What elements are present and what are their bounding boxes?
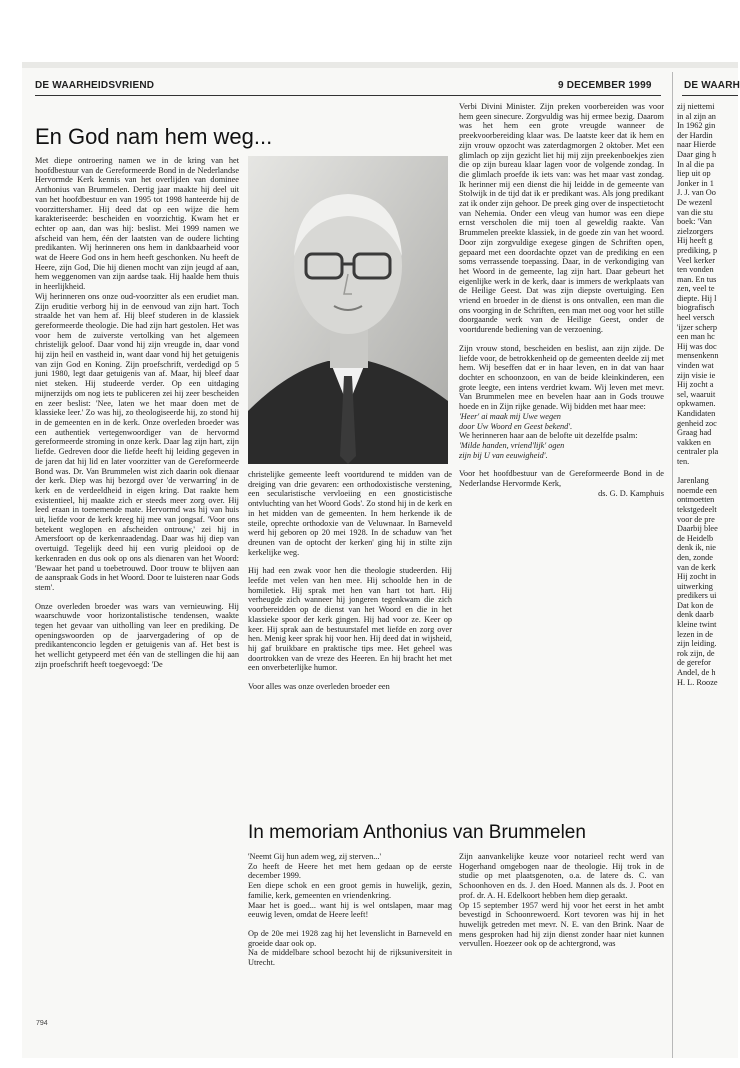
fragment-line: Daarbij blee [677, 524, 718, 534]
fragment-line: vakken en [677, 437, 711, 447]
fragment-line: Jarenlang [677, 476, 709, 486]
fragment-line: liep uit op [677, 169, 711, 179]
article-column-2 [248, 470, 452, 810]
article-column-1 [35, 156, 239, 1018]
paragraph: Op de 20e mei 1928 zag hij het levenslicht in Barneveld en groeide daar ook op. [248, 928, 452, 948]
page-gutter [672, 72, 673, 1058]
portrait-illustration [248, 156, 448, 464]
fragment-line: de gerefor [677, 658, 711, 668]
paragraph: Verbi Divini Minister. Zijn preken voorbereiden was voor hem geen sinecure. Zorgvuldig was hij ermee bezig. Daarom was het hem een grote vreugde wanneer de preekvoorbereiding klaar was. De laatste keer dat ik hem en zijn vrouw opzocht was zaterdagmorgen 2 oktober. Met een glimlach op zijn gezicht liet hij mij zijn preekenboekjes zien die op zijn bureau klaar lagen voor de volgende zondag. In die glimlach proefde ik iets van: was het maar vast zondag. Ik herinner mij een dienst die hij leidde in de gemeente van Stolwijk in de tijd dat ik er predikant was. Als jong predikant zat ik onder zijn gehoor. De preek ging over de inspectietocht van Nehemia. Onder een vleug van humor was een diepe ernst verscholen die mij toen al geweldig raakte. Van Brummelen preekte klassiek, in de goede zin van het woord. Door zijn zorgvuldige exegese gingen de Schriften open, gepaard met een doordachte opzet van de prediking en een soms verrassende toepassing. Daar, in de verkondiging van het Woord in de gemeente, lag zijn hart. Daar gebeurt het eigenlijke werk in de kerk, daar is immers de werkplaats van de Heilige Geest. Dat was zijn diepste overtuiging. Een vriend en broeder in de dienst is ons ontvallen, een man die ons voorging in de Schriften, een man met oog voor het stille doorgaande werk van de Heilige Geest, onder de voortdurende bediening van de verzoening. [459, 102, 664, 335]
psalm-quote-line: 'Milde handen, vriend'lijk' ogen [459, 440, 565, 450]
fragment-line: heel versch [677, 313, 715, 323]
next-page-fragment [677, 102, 738, 687]
fragment-line: Hij heeft g [677, 236, 713, 246]
fragment-line: mensenkenn [677, 351, 719, 361]
fragment-line: 'ijzer scherp [677, 322, 717, 332]
psalm-quote-line: 'Heer' ai maak mij Uwe wegen [459, 411, 561, 421]
fragment-line: rok zijn, de [677, 648, 715, 658]
fragment-line: diepte. Hij l [677, 293, 717, 303]
paragraph: Voor het hoofdbestuur van de Gereformeerde Bond in de Nederlandse Hervormde Kerk, [459, 469, 664, 489]
article-column-3 [459, 102, 664, 810]
fragment-line: noemde een [677, 485, 717, 495]
paragraph: Hij had een zwak voor hen die theologie studeerden. Hij leefde met velen van hen mee. Hij schoolde hen in de homiletiek. Hij sprak met hen van hart tot hart. Hij verheugde zich wanneer hij jongeren tegenkwam die zich voorbereidden op de dienst van het Woord en die in het klassieke spoor der kerk gingen. Hij had voor ze. Keer op keer. Hij sprak aan de bestuurstafel met liefde en zorg over hen. Menig keer sprak hij voor hen. Hij deed dat in wijsheid, hij gaf bruikbare en praktische tips mee. Het geheel was doortrokken van de vreze des Heeren. En hij bracht het met een onverbeterlijke humor. [248, 566, 452, 673]
fragment-line: zij niettemi [677, 102, 715, 111]
fragment-line: De wezenl [677, 197, 713, 207]
fragment-line: in al zijn an [677, 111, 716, 121]
fragment-line: biografisch [677, 303, 715, 313]
fragment-line: de Heidelb [677, 533, 714, 543]
fragment-line: Dat kon de [677, 600, 714, 610]
fragment-line: Hij was doc [677, 341, 717, 351]
fragment-line: boek: 'Van [677, 217, 712, 227]
fragment-line: sel, waaruit [677, 389, 716, 399]
psalm-quote-line: zijn bij U van eeuwigheid'. [459, 450, 548, 460]
fragment-line: J. J. van Oo [677, 188, 716, 198]
paragraph: Een diepe schok en een groot gemis in huwelijk, gezin, familie, kerk, gemeenten en vriendenkring. [248, 881, 452, 900]
fragment-line: zielzorgers [677, 226, 714, 236]
fragment-line: prediking, p [677, 245, 718, 255]
fragment-line: opkwamen. [677, 399, 716, 409]
paragraph: 'Neemt Gij hun adem weg, zij sterven...' [248, 852, 381, 861]
publication-name: DE WAARHEIDSVRIEND [35, 80, 155, 91]
page-top-edge [22, 62, 738, 68]
paragraph: Maar het is goed... want hij is wel ontslapen, maar mag eeuwig leven, omdat de Heere leeft! [248, 900, 452, 920]
issue-date: 9 DECEMBER 1999 [558, 80, 652, 91]
fragment-line: Daar ging h [677, 149, 717, 159]
fragment-line: uitwerking [677, 581, 713, 591]
paragraph: We herinneren haar aan de belofte uit dezelfde psalm: [459, 431, 638, 441]
paragraph: Op 15 september 1957 werd hij voor het eerst in het ambt bevestigd in Schoonrewoerd. Kort tevoren was hij in het huwelijk getreden met mevr. N. E. van den Brink. Naar de mens gesproken had hij zijn dienst zonder haar niet kunnen vervullen. Hoezeer ook op de achtergrond, was [459, 900, 664, 949]
fragment-line: der Hardin [677, 130, 713, 140]
fragment-line: van die stu [677, 207, 713, 217]
fragment-line: Hij zocht a [677, 380, 714, 390]
fragment-line: man. En tus [677, 274, 717, 284]
fragment-line: Jonker in 1 [677, 178, 714, 188]
fragment-line: ten. [677, 456, 690, 466]
next-page-header-rule [682, 95, 738, 96]
fragment-line: zijn leiding. [677, 639, 717, 649]
fragment-line: denk daarb [677, 610, 714, 620]
fragment-line: een man hc [677, 332, 715, 342]
fragment-line: vinden wat [677, 361, 714, 371]
header-rule [35, 95, 661, 96]
fragment-line: den, zonde [677, 552, 713, 562]
article-2-column-1 [248, 852, 452, 1022]
fragment-line: genheid zoc [677, 418, 717, 428]
fragment-line: lezen in de [677, 629, 713, 639]
article-headline: En God nam hem weg... [35, 124, 273, 149]
fragment-line: Graag had [677, 428, 712, 438]
page-number: 794 [36, 1020, 48, 1027]
paragraph: Met diepe ontroering namen we in de kring van het hoofdbestuur van de Gereformeerde Bond in de Nederlandse Hervormde Kerk kennis van het overlijden van dominee Anthonius van Brummelen. Dertig jaar maakte hij deel uit van het hoofdbestuur en van 1995 tot 1998 hanteerde hij de voorzittershamer. Hij deed dat op een wijze die hem karakteriseerde: bescheiden en voorzichtig. Kwam het er echter op aan, dan was hij: beslist. Mei 1999 namen we afscheid van hem, één der laatsten van de oudere lichting predikanten. Wij herinneren ons hem in dankbaarheid voor wat de Heere God ons in hem heeft geschonken. Nu heeft de Heere, zijn God, Die hij dienen mocht van zijn jeugd af aan, hem weggenomen van zijn aardse taak. Hij haalde hem thuis in heerlijkheid. [35, 156, 239, 292]
next-page-publication-name: DE WAARH [684, 80, 740, 91]
psalm-quote-line: door Uw Woord en Geest bekend'. [459, 421, 573, 431]
fragment-line: ontmoetten [677, 495, 715, 505]
paragraph: Voor alles was onze overleden broeder een [248, 682, 390, 692]
fragment-line: voor de pre [677, 514, 715, 524]
fragment-line: ten vonden [677, 265, 714, 275]
author-signature: ds. G. D. Kamphuis [598, 488, 664, 498]
paragraph: Na de middelbare school bezocht hij de rijksuniversiteit in Utrecht. [248, 948, 452, 968]
fragment-line [677, 467, 738, 477]
fragment-line: zijn visie ie [677, 370, 716, 380]
fragment-line: centraler pla [677, 447, 719, 457]
fragment-line: Veel kerker [677, 255, 716, 265]
paragraph: Zijn vrouw stond, bescheiden en beslist, aan zijn zijde. De liefde voor, de betrokkenheid op de gemeenten deelde zij met hem. Wij beseffen dat er in haar leven, en in dat van haar dochter en schoonzoon, en van de beide kleinkinderen, een grote leegte, een intens verdriet kwam. Wij leven met mevr. Van Brummelen mee en bevelen haar aan in Gods trouwe hoede en in Zijn rijke genade. Wij bidden met haar mee: [459, 343, 664, 412]
fragment-line: zen, veel te [677, 284, 715, 294]
fragment-line: van de kerk [677, 562, 716, 572]
fragment-line: denk ik, nie [677, 543, 716, 553]
fragment-line: Hij zocht in [677, 572, 717, 582]
article-2-headline: In memoriam Anthonius van Brummelen [248, 822, 586, 843]
fragment-line: naar Hierde [677, 140, 716, 150]
fragment-line: In 1962 gin [677, 121, 716, 131]
paragraph: Onze overleden broeder was wars van vernieuwing. Hij waarschuwde voor horizontalistische tendensen, waakte tegen het gevaar van uitholling van leer en prediking. De openingswoorden op de jaarvergadering of op de predikantenconcio legden er getuigenis van af. Het best is het wellicht getypeerd met één van de stellingen die hij aan zijn proefschrift heeft toegevoegd: 'De [35, 601, 239, 669]
fragment-line: Andel, de h [677, 668, 716, 678]
paragraph: Wij herinneren ons onze oud-voorzitter als een erudiet man. Zijn eruditie verborg hij in de eenvoud van zijn hart. Toch straalde het van hem af. Hij bleef studeren in de klassiek gereformeerde theologie. Die had zijn hart gestolen. Het was voor hem de zuiverste vertolking van het algemeen christelijk geloof. Daar vond hij zijn vreugde in, daar vond hij zijn heil en vastheid in, want daar vond hij het getuigenis van zijn God en Koning. Zijn proefschrift, verdedigd op 5 juni 1980, legt daar getuigenis van af. Maar, hij bleef daar niet steken. Hij studeerde verder. Op een uitdaging mijnerzijds om nog iets te publiceren zei hij zeer bescheiden en zeer beslist: 'Nee, laten we het maar doen met de klassieke leer.' Zo was hij, zo theologiseerde hij, zo stond hij in de gemeenten en in de kerk. Onze overleden broeder was een authentiek vertegenwoordiger van de hervormd gereformeerde stroming in onze kerk. Daar lag zijn hart, zijn liefde. Gedreven door die liefde heeft hij leiding gegeven in de jaren dat hij lid en later voorzitter van de Gereformeerde Bond was. Dr. Van Brummelen wist zich daarin ook dienaar der kerk. Diep was hij bezorgd over 'de verwarring' in de kerk en de verdeeldheid in eigen kring. Dat raakte hem existentieel, hij maakte zich er steeds meer zorg over. Hij leed eraan in toenemende mate. Hervormd was hij van huis uit, liefde voor de kerk kreeg hij mee van jongsaf. 'Voor ons betekent weglopen en afscheiden ontrouw,' zei hij in Amersfoort op de kerkenraadendag. Daar was hij diep van overtuigd. Tegelijk deed hij een vurig pleidooi op de kerkenraden en dus ook op ons als dienaren van het Woord: 'Bewaar het pand u toebetrouwd. Door trouw te blijven aan de aanspraak Gods in het Woord. Door te luisteren naar Gods stem'. [35, 291, 239, 592]
paragraph: christelijke gemeente leeft voortdurend te midden van de dreiging van drie gevaren: een orthodoxistische verstening, een secularistische vervloeiing en een gnosticistische ontvluchting van het Woord Gods'. Zo stond hij in de kerk en in het midden van de gemeenten. In hem herkende ik de steile, oprechte orthodoxie van de Veluwnaar. In Barneveld werd hij geboren op 20 mei 1928. In de schaduw van 'het dreunen van de optocht der kerken' ging hij in stilte zijn kerkelijke weg. [248, 470, 452, 557]
paragraph: Zo heeft de Heere het met hem gedaan op de eerste december 1999. [248, 861, 452, 881]
fragment-line: predikers ui [677, 591, 717, 601]
portrait-photo [248, 156, 448, 464]
fragment-line: In al die pa [677, 159, 715, 169]
fragment-line: kleine twint [677, 620, 717, 630]
fragment-line: Kandidaten [677, 409, 716, 418]
fragment-line: tekstgedeelt [677, 504, 717, 514]
fragment-line: H. L. Rooze [677, 677, 718, 687]
paragraph: Zijn aanvankelijke keuze voor notarieel recht werd van Hogerhand omgebogen naar de theologie. Hij trok in de studie op met plaatsgenoten, o.a. de latere ds. C. van Schoonhoven en ds. J. den Hoed. Mannen als ds. J. Poot en prof. dr. A. H. Edelkoort hebben hem diep geraakt. [459, 852, 664, 900]
newspaper-page [22, 62, 738, 1058]
article-2-column-2 [459, 852, 664, 1022]
